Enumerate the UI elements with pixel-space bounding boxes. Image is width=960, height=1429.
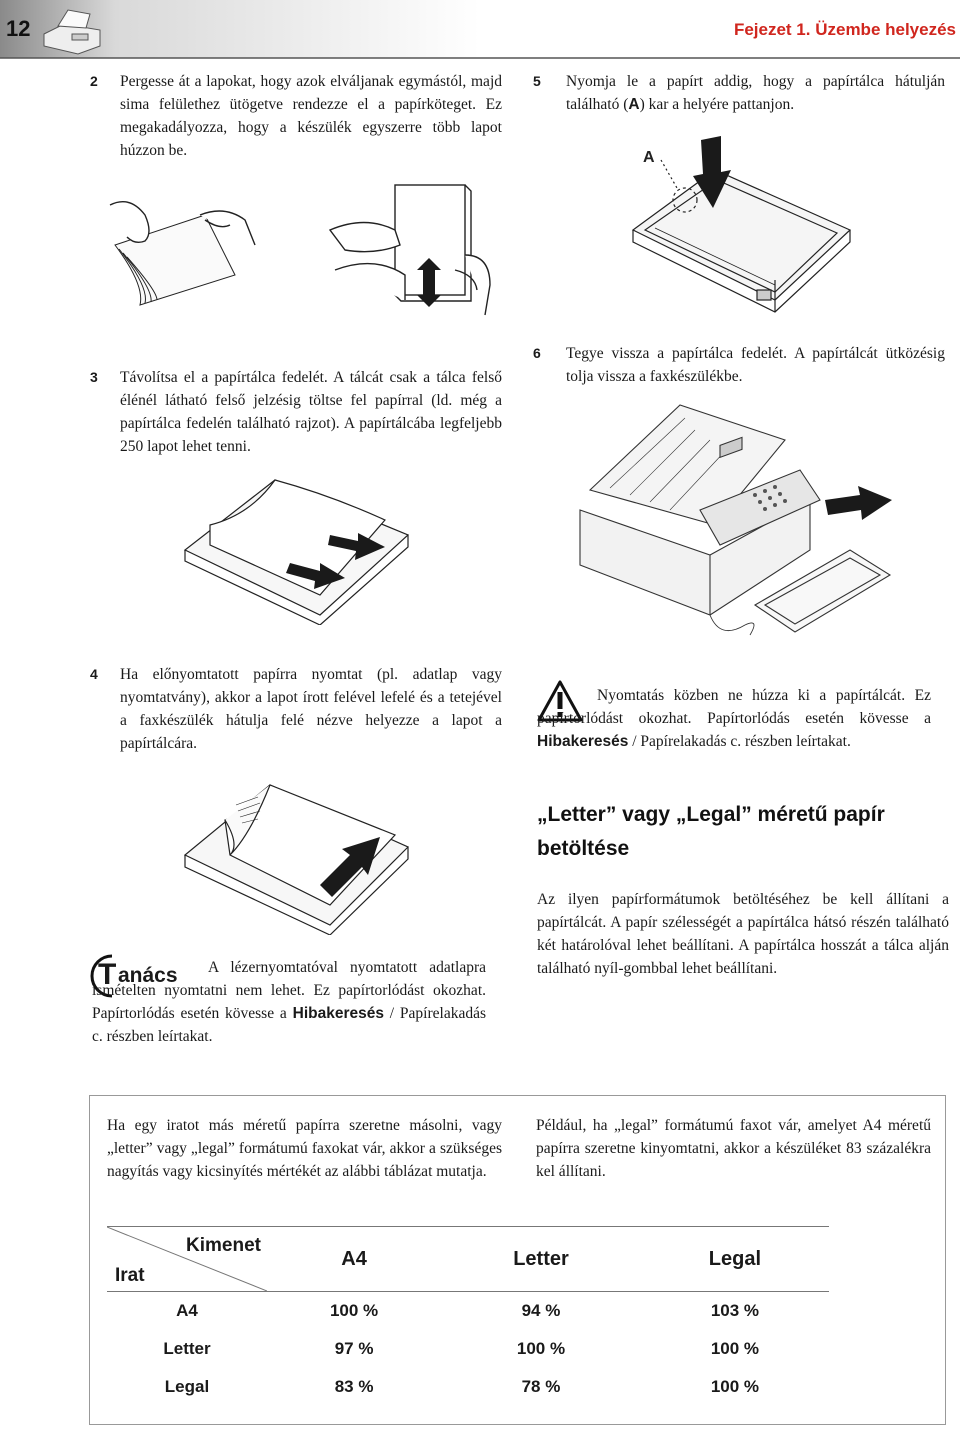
column-header: Letter — [441, 1227, 641, 1292]
step-3 — [90, 366, 502, 458]
step-number: 2 — [90, 73, 98, 89]
info-right-text: Például, ha „legal” formátumú faxot vár, amelyet A4 méretű papírra szeretne kinyomtatni, akkor a készüléket 83 százalékra kel állítani. — [536, 1117, 931, 1180]
illustration-fax-machine — [570, 400, 900, 645]
step-number: 3 — [90, 369, 98, 385]
troubleshooting-link[interactable]: Hibakeresés — [537, 733, 629, 750]
illustration-loading-tray — [180, 475, 415, 625]
step-4 — [90, 663, 502, 755]
chapter-title: Fejezet 1. Üzembe helyezés — [733, 20, 956, 39]
tip-text: A lézernyomtatóval nyomtatott adatlapra ismételten nyomtatni nem lehet. Ez papírtorlódást okozhat. Papírtorlódás esetén kövesse a Hibakeresés / Papírelakadás c. részben leírtakat. — [92, 959, 486, 1045]
step-6 — [533, 342, 945, 388]
step-text: Ha előnyomtatott papírra nyomtat (pl. adatlap vagy nyomtatvány), akkor a lapot írott felével lefelé és a tetejével a faxkészülék hátulja felé nézve helyezze a lapot a papírtálcára. — [120, 666, 502, 752]
row-label: Letter — [163, 1338, 211, 1358]
step-text: Pergesse át a lapokat, hogy azok elváljanak egymástól, majd sima felülethez ütögetve rendezze el a papírköteget. Ez megakadályozza, hogy a készülék egyszerre több lapot húzzon be. — [120, 73, 502, 159]
table-cell: 94 % — [521, 1300, 561, 1320]
illustration-preprinted-paper — [180, 775, 415, 935]
table-cell: 78 % — [521, 1376, 561, 1396]
step-text: Nyomja le a papírt addig, hogy a papírtálca hátulján található (A) kar a helyére pattanjon. — [566, 73, 945, 113]
column-header: Legal — [641, 1227, 829, 1292]
step-number: 6 — [533, 345, 541, 361]
table-row — [107, 1368, 829, 1406]
table-cell: 83 % — [334, 1376, 374, 1396]
row-label: A4 — [176, 1300, 198, 1320]
table-row — [107, 1292, 829, 1330]
table-cell: 100 % — [516, 1338, 566, 1358]
table-cell: 100 % — [710, 1376, 760, 1396]
table-row — [107, 1330, 829, 1368]
lever-label: A — [643, 149, 655, 166]
illustration-tray-lever — [625, 130, 855, 315]
lever-key: A — [628, 96, 640, 113]
page-number: 12 — [6, 16, 31, 41]
warning-text: Nyomtatás közben ne húzza ki a papírtálcát. Ez papírtorlódást okozhat. Papírtorlódás esetén kövesse a Hibakeresés / Papírelakadás c. részben leírtakat. — [537, 687, 931, 750]
row-label: Legal — [164, 1376, 210, 1396]
output-header: Kimenet — [186, 1235, 261, 1256]
step-5 — [533, 70, 945, 116]
conversion-info-box — [89, 1095, 946, 1425]
tip-label: T anács — [90, 950, 200, 1000]
step-text: Távolítsa el a papírtálca fedelét. A tálcát csak a tálca felső élénél látható felső jelzésig töltse fel papírral (ld. még a papírtálca fedelén található rajzot). A papírtálcába legfeljebb 250 lapot lehet tenni. — [120, 369, 502, 455]
table-cell: 97 % — [334, 1338, 374, 1358]
table-cell: 100 % — [710, 1338, 760, 1358]
step-number: 5 — [533, 73, 541, 89]
table-cell: 100 % — [329, 1300, 379, 1320]
section-title: „Letter” vagy „Legal” méretű papír betöltése — [537, 803, 885, 860]
step-2 — [90, 70, 502, 162]
troubleshooting-link[interactable]: Hibakeresés — [292, 1005, 384, 1022]
page-header — [0, 0, 960, 60]
push-arrow-icon — [825, 486, 892, 520]
column-header: A4 — [267, 1227, 441, 1292]
info-left-text: Ha egy iratot más méretű papírra szeretne másolni, vagy „letter” vagy „legal” formátumú faxokat vár, akkor a szükséges nagyítás vagy kicsinyítés mértékét az alábbi táblázat mutatja. — [107, 1117, 502, 1180]
illustration-fanning-paper — [105, 175, 495, 325]
step-number: 4 — [90, 666, 98, 682]
table-cell: 103 % — [710, 1300, 760, 1320]
scaling-table — [107, 1226, 829, 1406]
step-text: Tegye vissza a papírtálca fedelét. A papírtálcát ütközésig tolja vissza a faxkészülékbe. — [566, 345, 945, 385]
input-header: Irat — [115, 1265, 145, 1286]
section-body: Az ilyen papírformátumok betöltéséhez be kell állítani a papírtálcát. A papír szélességét a papírtálca hátsó részén található két határolóval lehet beállítani. A papírtálca hosszát a tálca alján található nyíl-gombbal lehet beállítani. — [537, 891, 949, 977]
